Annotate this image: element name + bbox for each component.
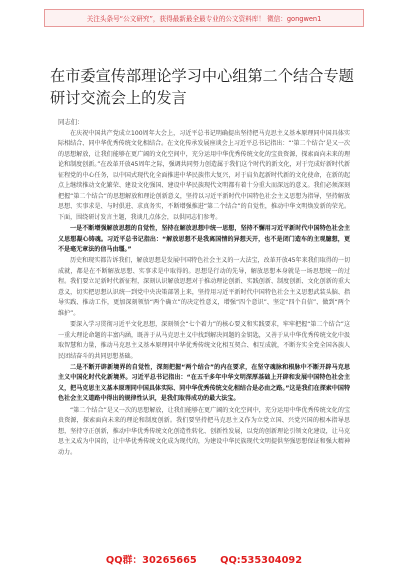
paragraph-lead: 二是不断开辟新境界的自觉性，深刻把握“两个结合”的内在要求，在坚守魂脉和根脉中不断开辟马克思主义中国化时代化新境界。习近平总书记指出：“在五千多年中华文明深厚基础上开辟和发展中国特色社会主义，把马克思主义基本原理同中国具体实际、同中华优秀传统文化相结合是必由之路。”这是我们在探索中国特色社会主义道路中得出的规律性认识，是我们取得成功的最大法宝。 [58, 363, 350, 403]
paragraph: “第二个结合”是又一次的思想解放，让我们能够在更广阔的文化空间中，充分运用中华优秀传统文化的宝贵资源，探索面向未来的理论和制度创新。我们要坚持把马克思主义作为立党立国、兴党兴国的根本指导思想，坚持守正创新，推动中华优秀传统文化创造性转化、创新性发展，以党的创新理论引领文化建设，让马克思主义成为中国的，让中华优秀传统文化成为现代的，为建设中华民族现代文明提供坚强思想保证和强大精神动力。 [58, 406, 350, 456]
qq-label: QQ:535304092 [220, 555, 303, 566]
paragraph-lead: 一是不断增强解放思想的自觉性，坚持在解放思想中统一思想，坚持不懈用习近平新时代中国特色社会主义思想凝心铸魂。习近平总书记指出：“解放思想不是我离国情的异想天开，也不是闭门造车的主观臆想，更不是毫无章法的信马由缰。” [58, 225, 350, 253]
article-body [58, 129, 350, 547]
greeting: 同志们： [58, 118, 84, 126]
paragraph: 历史和现实都告诉我们，解放思想是发展中国特色社会主义的一大法宝，改革开放45年来我们取得的一切成就，都是在不断解放思想、实事求是中取得的。思想是行动的先导，解放思想本身就是一场思想统一的过程。我们要立足新时代新征程，深刻认识解放思想对于推动理论创新、实践创新、制度创新、文化创新的重大意义，切实把思想认识统一到党中央决策部署上来，坚持用习近平新时代中国特色社会主义思想武装头脑、指导实践、推动工作，更加深刻领悟“两个确立”的决定性意义，增强“四个意识”、坚定“四个自信”、做到“两个维护”。 [58, 257, 350, 317]
paragraph: 要深入学习贯彻习近平文化思想，深刻领会“七个着力”的核心要义和实践要求，牢牢把握“第二个结合”这一重大理论命题的丰富内涵，既善于从马克思主义中找到解决问题的金钥匙，又善于从中华优秀传统文化中汲取智慧和力量，推动马克思主义基本原理同中华优秀传统文化相互契合、相互成就，不断夯实全党全国各族人民团结奋斗的共同思想基础。 [58, 321, 350, 360]
promo-banner: 关注头条号“公文研究”，获得最新最全最专业的公文资料库！ 微信：gongwen1 [44, 9, 364, 27]
qq-group-label: QQ群：30265665 [105, 555, 197, 566]
contact-footer [0, 552, 408, 570]
article-title: 在市委宣传部理论学习中心组第二个结合专题研讨交流会上的发言 [50, 67, 354, 107]
paragraph: 在庆祝中国共产党成立100周年大会上，习近平总书记明确提出坚持把马克思主义基本原理同中国具体实际相结合、同中华优秀传统文化相结合。在文化传承发展座谈会上习近平总书记指出：“‘第二个结合’是又一次的思想解放，让我们能够在更广阔的文化空间中，充分运用中华优秀传统文化的宝贵资源，探索面向未来的理论和制度创新。”在改革开放45周年之际，强调共同努力创造属于我们这个时代的新文化，对于完成好新时代新征程党的中心任务，以中国式现代化全面推进中华民族伟大复兴，对于肩负起新时代新的文化使命，在新的起点上继续推动文化繁荣、建设文化强国、建设中华民族现代文明都有着十分重大而深远的意义。我们必须深刻把握“第二个结合”的思想解放和理论创新意义，坚持以习近平新时代中国特色社会主义思想为指导，坚持解放思想、实事求是、与时俱进、求真务实，不断增强推进“第二个结合”的自觉性，推动中华文明焕发新的荣光。下面，围绕研讨发言主题，我谈几点体会，以供同志们参考。 [58, 130, 350, 221]
